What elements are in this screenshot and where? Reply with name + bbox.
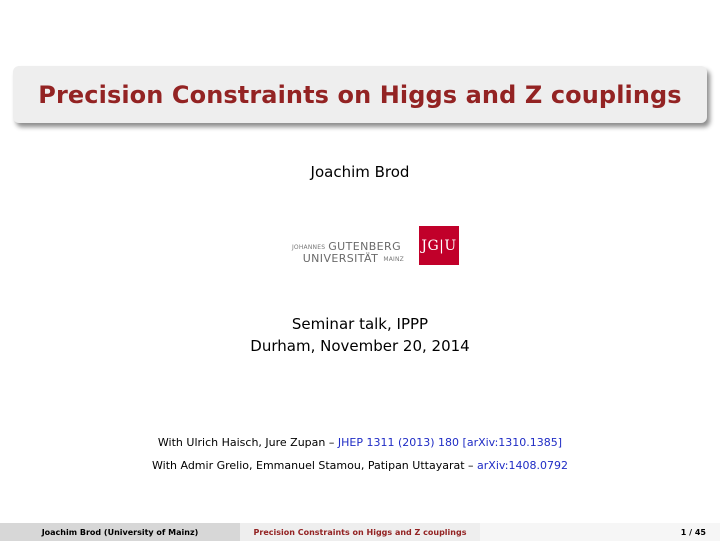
collaborations	[0, 431, 720, 477]
venue-line-2: Durham, November 20, 2014	[250, 337, 470, 355]
arxiv-link-1[interactable]: [arXiv:1310.1385]	[462, 436, 563, 449]
arxiv-link-2[interactable]: arXiv:1408.0792	[477, 459, 568, 472]
logo-wordmark	[272, 235, 407, 265]
collaboration-2	[0, 454, 720, 477]
footer-author: Joachim Brod (University of Mainz)	[0, 523, 240, 541]
author-name: Joachim Brod	[310, 163, 410, 181]
collaboration-2-authors: With Admir Grelio, Emmanuel Stamou, Patipan Uttayarat –	[152, 459, 478, 472]
university-logo	[254, 212, 466, 278]
footer-bar	[0, 523, 720, 541]
footer-page-number: 1 / 45	[480, 523, 720, 541]
slide-title: Precision Constraints on Higgs and Z couplings	[38, 80, 682, 109]
logo-line1-text: GUTENBERG	[328, 240, 401, 253]
venue-block	[0, 313, 720, 357]
logo-line2-text: UNIVERSITÄT	[302, 252, 379, 265]
title-box	[13, 66, 707, 123]
collaboration-1	[0, 431, 720, 454]
jgu-badge: JG|U	[419, 226, 459, 265]
journal-link[interactable]: JHEP 1311 (2013) 180	[337, 436, 460, 449]
footer-title: Precision Constraints on Higgs and Z couplings	[240, 523, 480, 541]
logo-line2-small-text: MAINZ	[383, 256, 404, 263]
collaboration-1-authors: With Ulrich Haisch, Jure Zupan –	[157, 436, 338, 449]
logo-small-text: JOHANNES	[291, 244, 326, 251]
venue-line-1: Seminar talk, IPPP	[291, 315, 429, 333]
